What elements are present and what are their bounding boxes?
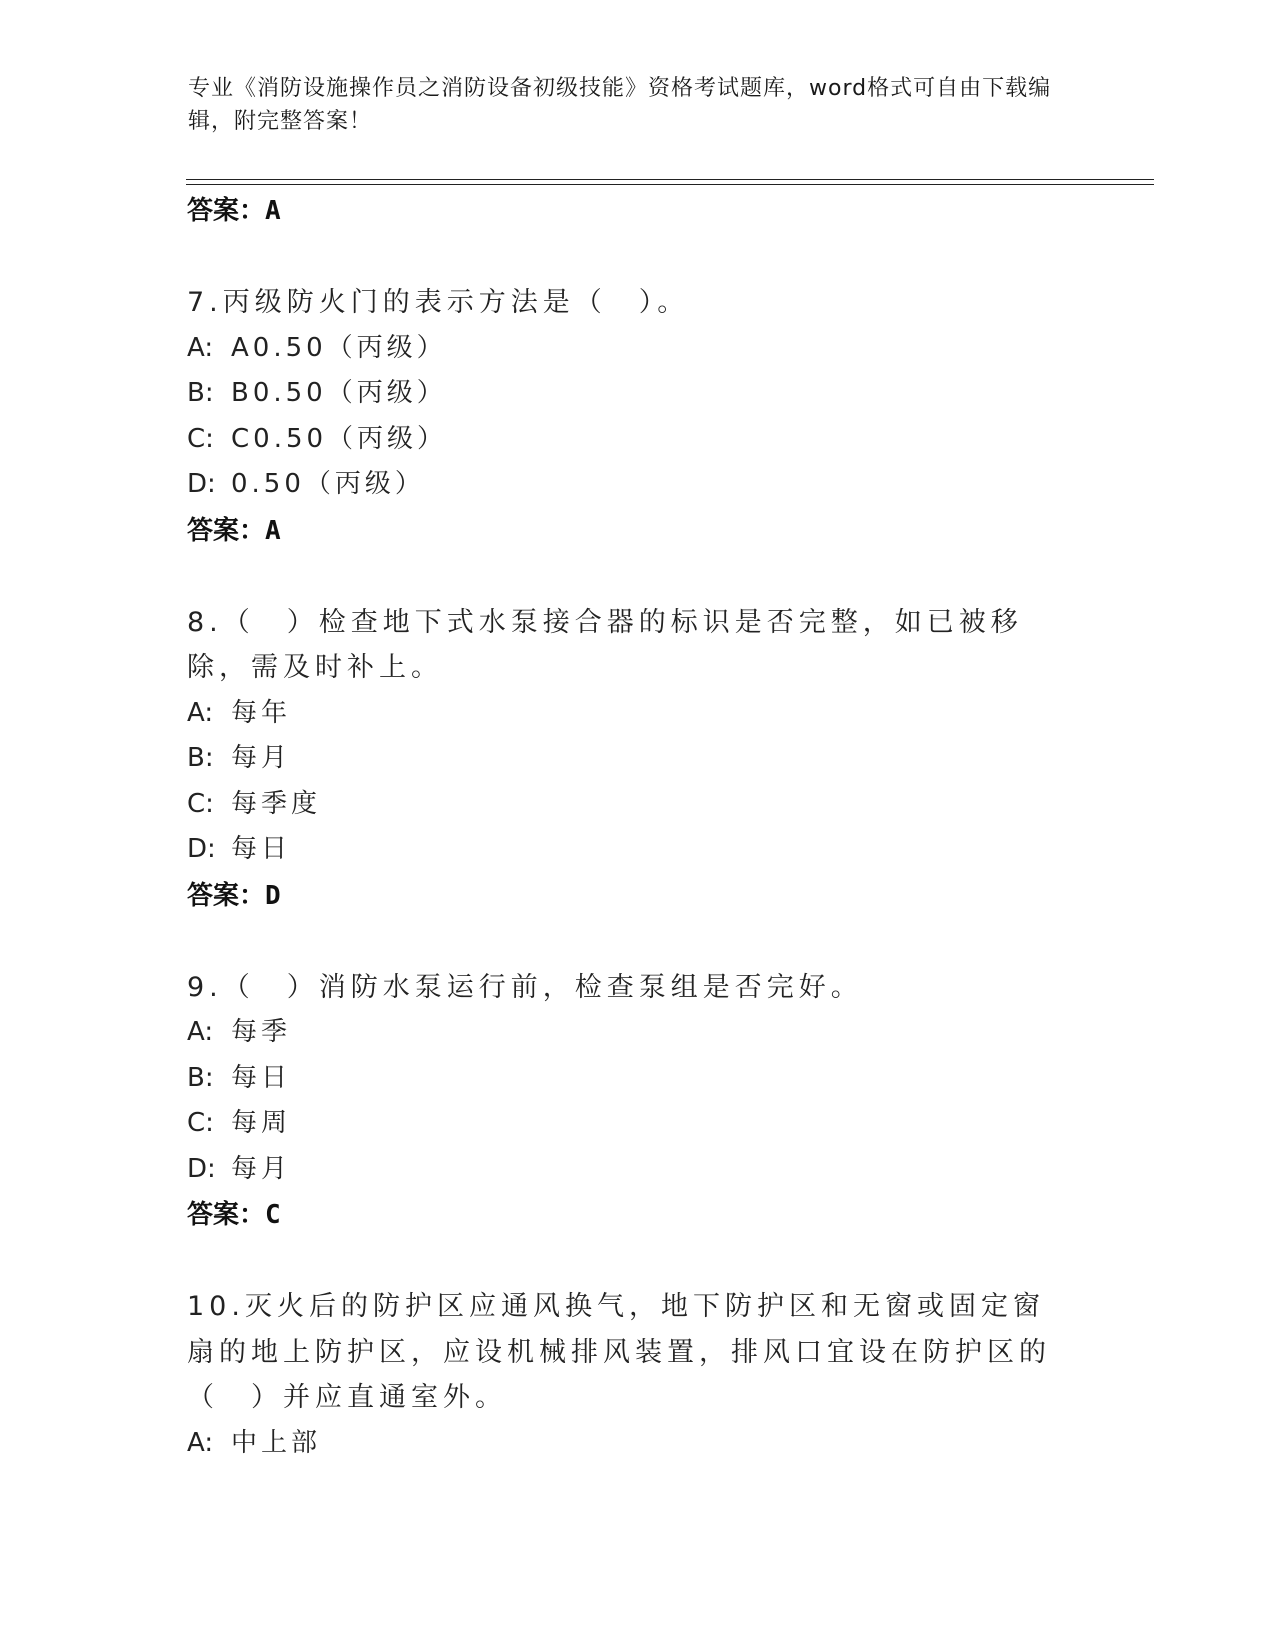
option-key: B: bbox=[187, 1062, 214, 1093]
option-d bbox=[187, 1147, 1087, 1193]
question-text: 8.（ ）检查地下式水泵接合器的标识是否完整，如已被移除，需及时补上。 bbox=[187, 606, 1023, 683]
option-text: 每季 bbox=[231, 1017, 292, 1047]
option-text: 每日 bbox=[231, 1062, 292, 1093]
answer-label: 答案： bbox=[187, 1200, 266, 1230]
answer-line bbox=[187, 1192, 1087, 1238]
header-divider bbox=[186, 179, 1154, 180]
option-text: 每月 bbox=[231, 1153, 292, 1184]
option-text: 每季度 bbox=[231, 788, 322, 819]
option-c bbox=[187, 417, 1087, 463]
option-key: C: bbox=[187, 423, 214, 454]
answer-label: 答案： bbox=[187, 515, 266, 546]
option-c bbox=[187, 1101, 1087, 1147]
option-text: 每月 bbox=[231, 743, 292, 773]
option-key: D: bbox=[187, 1153, 216, 1184]
answer-value: A bbox=[265, 515, 281, 546]
option-key: C: bbox=[187, 1108, 214, 1138]
question-text: 7.丙级防火门的表示方法是（ ）。 bbox=[187, 287, 690, 318]
option-a bbox=[187, 691, 1087, 737]
header-divider-second bbox=[186, 184, 1154, 185]
option-text: 中上部 bbox=[231, 1427, 322, 1458]
answer-line bbox=[187, 508, 1087, 554]
option-text: C0.50（丙级） bbox=[231, 423, 448, 454]
option-key: D: bbox=[187, 469, 216, 499]
option-a bbox=[187, 1421, 1087, 1467]
option-d bbox=[187, 462, 1087, 508]
option-key: B: bbox=[187, 743, 214, 773]
answer-value: C bbox=[265, 1200, 281, 1230]
option-text: 0.50（丙级） bbox=[231, 469, 425, 499]
question-list bbox=[187, 188, 1087, 1466]
option-b bbox=[187, 736, 1087, 782]
answer-label: 答案： bbox=[187, 196, 266, 226]
option-key: A: bbox=[187, 1017, 214, 1047]
option-key: A: bbox=[187, 1427, 214, 1458]
option-text: 每日 bbox=[231, 834, 292, 864]
option-a bbox=[187, 326, 1087, 372]
option-key: D: bbox=[187, 834, 216, 864]
option-text: A0.50（丙级） bbox=[231, 332, 447, 363]
option-text: 每年 bbox=[231, 697, 292, 728]
option-d bbox=[187, 827, 1087, 873]
answer-value: A bbox=[265, 196, 281, 226]
option-a bbox=[187, 1010, 1087, 1056]
option-c bbox=[187, 782, 1087, 828]
page-header: 专业《消防设施操作员之消防设备初级技能》资格考试题库，word格式可自由下载编辑，附完整答案！ bbox=[188, 76, 1052, 134]
question-text: 9.（ ）消防水泵运行前，检查泵组是否完好。 bbox=[187, 971, 863, 1003]
option-text: 每周 bbox=[231, 1108, 292, 1138]
option-key: A: bbox=[187, 697, 214, 728]
option-b bbox=[187, 1056, 1087, 1102]
option-b bbox=[187, 371, 1087, 417]
option-key: B: bbox=[187, 378, 214, 408]
answer-line bbox=[187, 188, 1087, 234]
answer-value: D bbox=[265, 880, 281, 911]
question-text: 10.灭火后的防护区应通风换气，地下防护区和无窗或固定窗扇的地上防护区，应设机械排风装置，排风口宜设在防护区的（ ）并应直通室外。 bbox=[187, 1291, 1051, 1413]
answer-label: 答案： bbox=[187, 880, 266, 911]
option-text: B0.50（丙级） bbox=[231, 378, 447, 408]
option-key: A: bbox=[187, 332, 214, 363]
answer-line bbox=[187, 873, 1087, 919]
option-key: C: bbox=[187, 788, 214, 819]
